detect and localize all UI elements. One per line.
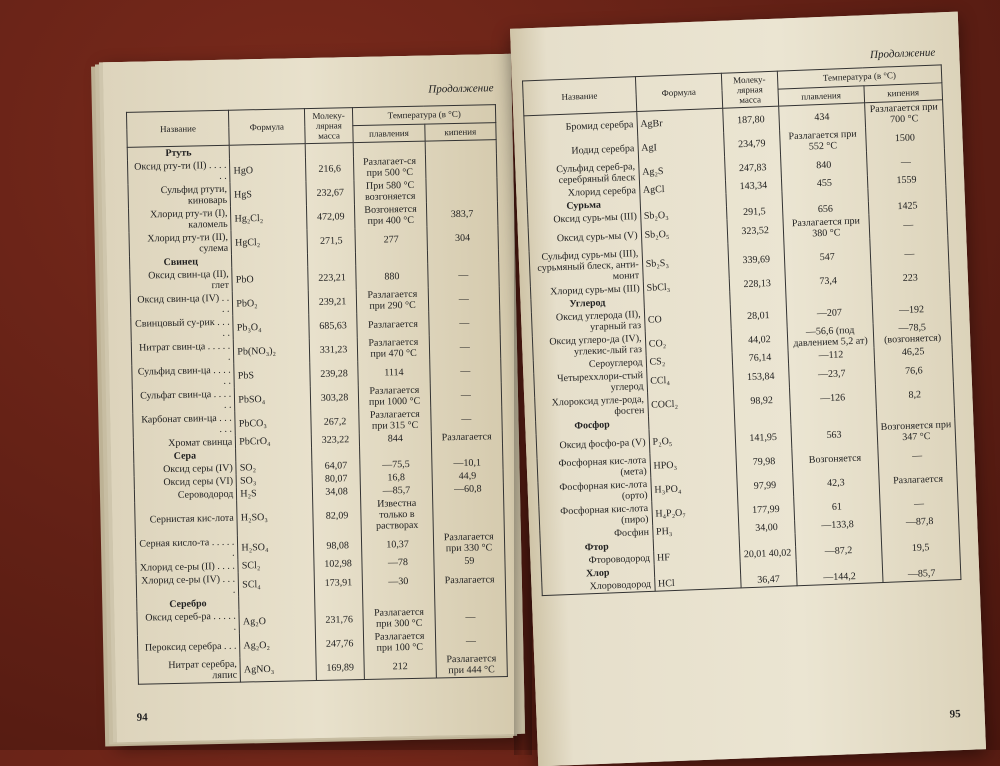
cell-formula: PbO₂ <box>233 290 309 316</box>
cell-mass: 247,83 <box>724 155 781 181</box>
cell-boil: 304 <box>427 225 499 250</box>
col-header-boiling: кипения <box>864 82 943 102</box>
cell-boil: — <box>428 286 500 311</box>
cell-melt: Разлагается при 1000 °С <box>359 384 431 409</box>
cell-name: Оксид сурь-мы (III) <box>528 210 641 227</box>
cell-name: Сульфид ртути, киноварь <box>128 183 231 209</box>
cell-melt: 42,3 <box>792 469 879 496</box>
cell-mass: 76,14 <box>732 350 788 365</box>
cell-formula: AgI <box>637 133 724 160</box>
group-heading: Углерод <box>531 295 644 312</box>
cell-boil: Разлагается при 330 °С <box>433 530 505 555</box>
cell-formula: COCl₂ <box>647 390 734 417</box>
cell-formula: PbCO₃ <box>235 410 311 436</box>
cell-formula: Pb₃O₄ <box>233 314 309 340</box>
col-header-boiling: кипения <box>424 122 496 141</box>
cell-name: Сульфид свин-ца . . . . . . <box>132 364 235 390</box>
cell-boil: 76,6 <box>874 357 953 384</box>
cell-formula: Ag₂S <box>638 157 725 184</box>
cell-mass: 44,02 <box>731 326 788 352</box>
cell-melt: 547 <box>784 238 872 276</box>
col-header-formula: Формула <box>229 109 305 146</box>
cell-melt: —78 <box>362 556 434 570</box>
cell-melt: 212 <box>364 654 436 680</box>
cell-melt: 455 <box>781 175 868 191</box>
group-heading: Ртуть <box>127 145 230 161</box>
group-heading: Серебро <box>137 597 240 612</box>
cell-name: Свинцовый су-рик . . . . . <box>131 316 234 342</box>
cell-boil: —192 <box>872 296 951 323</box>
cell-melt: Разлагается при 290 °С <box>357 288 429 313</box>
cell-mass: 169,89 <box>316 655 365 681</box>
cell-formula: PbO <box>232 266 308 292</box>
cell-melt: Разлагает-ся при 500 °С <box>354 155 426 180</box>
cell-boil: — <box>866 148 945 175</box>
cell-name: Бромид серебра <box>524 112 637 141</box>
cell-boil <box>425 153 497 178</box>
cell-mass: 80,07 <box>312 472 361 486</box>
left-page <box>103 54 525 742</box>
cell-boil: 223 <box>871 270 950 286</box>
cell-mass: 685,63 <box>309 313 358 338</box>
cell-name: Оксид углеро-да (IV), углекис-лый газ <box>532 332 645 360</box>
cell-formula: PbS <box>234 362 310 388</box>
col-header-mass: Молеку-лярная масса <box>721 71 778 108</box>
cell-formula: Sb₂O₅ <box>641 220 728 247</box>
cell-name: Иодид серебра <box>525 136 638 164</box>
cell-boil: —78,5 (возгоняется) <box>873 320 952 347</box>
cell-boil: 8,2 <box>875 381 954 408</box>
cell-mass: 223,21 <box>308 265 357 290</box>
cell-melt: Возгоняется <box>791 445 878 472</box>
cell-boil: 383,7 <box>426 201 498 226</box>
continuation-label-left: Продолжение <box>428 82 494 96</box>
cell-melt: 73,4 <box>785 273 872 289</box>
cell-name: Хромат свинца <box>133 436 236 451</box>
cell-boil: —87,8 <box>880 514 959 530</box>
cell-melt: 16,8 <box>360 471 432 485</box>
cell-melt: Разлагается при 470 °С <box>358 336 430 361</box>
cell-formula: Sb₂O₃ <box>640 207 727 223</box>
cell-melt: —87,2 <box>795 543 882 559</box>
cell-melt: Разлагается при 100 °С <box>364 630 436 655</box>
group-heading: Сера <box>134 449 237 464</box>
cell-boil: — <box>429 334 501 359</box>
cell-formula: SO₃ <box>236 473 312 488</box>
cell-formula: Pb(NO₃)₂ <box>234 338 310 364</box>
cell-formula: Hg₂Cl₂ <box>231 205 307 231</box>
cell-formula: H₄P₂O₇ <box>651 498 738 525</box>
cell-melt: 840 <box>780 151 867 178</box>
cell-name: Оксид углерода (II), угарный газ <box>531 308 644 336</box>
cell-name: Фосфорная кис-лота (орто) <box>538 478 651 506</box>
cell-formula: HgCl₂ <box>231 229 307 255</box>
cell-name: Сероуглерод <box>533 356 646 373</box>
cell-name: Четыреххлори-стый углерод <box>534 369 647 397</box>
cell-boil: — <box>435 628 507 653</box>
cell-formula: SCl₂ <box>238 558 314 573</box>
cell-mass: 239,28 <box>310 361 359 386</box>
cell-name: Сульфид сурь-мы (III), сурьмяный блеск, анти-монит <box>529 247 643 286</box>
cell-name: Оксид сурь-мы (V) <box>528 223 641 251</box>
cell-formula: AgNO₃ <box>240 656 316 682</box>
cell-mass: 79,98 <box>736 448 793 474</box>
cell-formula: AgBr <box>636 108 723 136</box>
col-header-melting: плавления <box>353 124 425 143</box>
group-heading: Свинец <box>130 255 233 270</box>
group-heading: Фосфор <box>536 417 649 434</box>
cell-name: Оксид фосфо-ра (V) <box>536 430 649 458</box>
cell-name: Сульфат свин-ца . . . . . . <box>132 388 235 414</box>
cell-boil: Разлагается при 700 °С <box>864 100 943 127</box>
cell-name: Оксид серы (IV) <box>134 462 237 477</box>
cell-mass: 141,95 <box>735 424 792 450</box>
cell-formula: Ag₂O₂ <box>240 632 316 658</box>
col-header-formula: Формула <box>635 73 723 111</box>
cell-mass: 82,09 <box>312 498 361 534</box>
open-book <box>78 10 978 750</box>
empty-cell <box>311 446 360 460</box>
cell-mass: 267,2 <box>311 409 360 434</box>
cell-mass: 231,76 <box>315 607 364 632</box>
cell-melt: Разлагается <box>357 312 429 337</box>
cell-boil <box>426 177 498 202</box>
cell-name: Нитрат серебра, ляпис <box>138 658 241 685</box>
cell-formula: P₂O₅ <box>649 427 736 454</box>
cell-name: Хлорид се-ры (II) . . . . <box>136 560 239 575</box>
compounds-table-right <box>522 64 961 596</box>
cell-melt: Возгоняется при 400 °С <box>355 203 427 228</box>
cell-name: Хлорид серебра <box>527 184 640 201</box>
cell-formula: HPO₃ <box>650 451 737 478</box>
cell-name: Хлорид сурь-мы (III) <box>530 282 643 299</box>
cell-formula: H₂SO₄ <box>238 534 314 560</box>
cell-mass: 239,21 <box>308 289 357 314</box>
cell-boil: —60,8 <box>432 482 504 496</box>
cell-melt: 844 <box>360 432 432 446</box>
cell-melt: —30 <box>362 569 434 594</box>
cell-mass: 173,91 <box>314 570 363 595</box>
cell-formula: PbCrO₄ <box>236 434 312 449</box>
cell-melt: Разлагается при 300 °С <box>363 606 435 631</box>
cell-boil: — <box>428 310 500 335</box>
cell-name: Хлороксид угле-рода, фосген <box>535 393 648 421</box>
group-heading: Фтор <box>540 539 653 556</box>
cell-mass: 247,76 <box>315 631 364 656</box>
cell-name: Серная кисло-та . . . . . . <box>135 536 238 562</box>
cell-boil: — <box>878 442 957 469</box>
cell-mass: 102,98 <box>314 557 363 571</box>
cell-boil: 44,9 <box>432 469 504 483</box>
cell-boil: — <box>430 382 502 407</box>
group-heading: Сурьма <box>527 197 640 214</box>
cell-boil: — <box>870 235 949 273</box>
cell-mass: 20,01 40,02 <box>739 546 795 561</box>
cell-melt: 61 <box>793 493 880 520</box>
cell-formula: HgS <box>230 181 306 207</box>
cell-name: Фосфорная кис-лота (мета) <box>537 454 650 482</box>
cell-boil: Разлагается <box>434 567 506 592</box>
cell-boil: 19,5 <box>881 540 960 556</box>
cell-mass: 323,52 <box>727 218 784 244</box>
cell-melt: —144,2 <box>796 569 883 586</box>
cell-boil: — <box>435 604 507 629</box>
cell-boil: 59 <box>433 554 505 568</box>
cell-name: Хлороводород <box>542 578 655 596</box>
cell-mass: 153,84 <box>732 363 789 389</box>
table-body-right <box>524 100 961 596</box>
cell-boil: 1425 <box>868 198 947 214</box>
cell-boil: — <box>429 358 501 383</box>
cell-melt: При 580 °С возгоняется <box>354 179 426 204</box>
cell-name: Оксид серы (VI) <box>134 475 237 490</box>
cell-formula: CO <box>644 305 731 332</box>
cell-mass: 143,34 <box>725 179 781 194</box>
cell-formula: H₂SO₃ <box>237 499 313 536</box>
cell-melt: —207 <box>786 299 873 326</box>
cell-melt: 563 <box>791 421 878 448</box>
cell-mass: 28,01 <box>730 302 787 328</box>
cell-boil: — <box>430 406 502 431</box>
cell-name: Нитрат свин-ца . . . . . . <box>131 340 234 366</box>
col-header-melting: плавления <box>778 85 865 106</box>
cell-mass: 303,28 <box>310 385 359 410</box>
cell-boil: —10,1 <box>431 456 503 470</box>
cell-mass: 472,09 <box>306 204 355 229</box>
cell-formula: SO₂ <box>236 460 312 475</box>
cell-formula: Ag₂O <box>239 608 315 634</box>
cell-formula: PH₃ <box>652 522 739 538</box>
continuation-label-right: Продолжение <box>869 46 936 62</box>
cell-mass: 34,00 <box>738 520 794 535</box>
cell-boil: Разлагается <box>879 466 958 493</box>
cell-boil: Возгоняется при 347 °С <box>877 418 956 445</box>
cell-melt: Разлагается при 380 °С <box>783 214 870 241</box>
cell-mass: 177,99 <box>738 496 795 522</box>
cell-formula: SbCl₃ <box>643 279 730 295</box>
cell-formula: SCl₄ <box>238 571 314 597</box>
cell-name: Оксид сереб-ра . . . . . . <box>137 610 240 636</box>
col-header-name: Название <box>523 77 637 116</box>
cell-mass: 323,22 <box>311 433 360 447</box>
cell-melt: —23,7 <box>788 360 875 387</box>
cell-melt: —133,8 <box>794 517 881 533</box>
cell-formula: HgO <box>230 157 306 183</box>
cell-boil: — <box>869 211 948 238</box>
cell-boil: Разлагается <box>431 430 503 444</box>
cell-melt: 1114 <box>358 360 430 385</box>
cell-formula: H₂S <box>237 486 313 501</box>
cell-melt: Известна только в растворах <box>361 497 433 533</box>
cell-name: Сернистая кис-лота <box>135 501 238 538</box>
right-page <box>510 12 986 766</box>
cell-melt: 277 <box>355 227 427 252</box>
cell-name: Фосфин <box>540 526 653 543</box>
cell-mass: 187,80 <box>723 106 780 133</box>
cell-name: Пероксид серебра . . . <box>137 634 240 660</box>
col-header-temperature: Температура (в °С) <box>777 65 942 89</box>
cell-mass: 216,6 <box>305 156 354 181</box>
cell-name: Хлорид рту-ти (I), каломель <box>128 207 231 233</box>
page-number-left: 94 <box>136 711 148 724</box>
cell-mass: 291,5 <box>726 205 782 220</box>
cell-mass: 97,99 <box>737 472 794 498</box>
cell-melt: Разлагается при 552 °С <box>779 127 866 154</box>
cell-melt: 434 <box>778 103 865 131</box>
cell-boil <box>432 495 504 531</box>
col-header-name: Название <box>126 110 229 147</box>
cell-mass: 36,47 <box>740 572 796 588</box>
cell-mass: 228,13 <box>729 277 785 292</box>
cell-boil: 46,25 <box>874 344 953 360</box>
cell-formula: Sb₂S₃ <box>642 244 730 282</box>
cell-name: Карбонат свин-ца . . . . . . <box>133 412 236 438</box>
cell-mass: 232,67 <box>306 180 355 205</box>
cell-formula: HF <box>653 548 740 564</box>
cell-mass: 331,23 <box>309 337 358 362</box>
cell-name: Оксид рту-ти (II) . . . . . . <box>127 159 230 185</box>
cell-mass: 271,5 <box>307 228 356 253</box>
empty-cell <box>314 594 363 608</box>
cell-formula: AgCl <box>639 181 726 197</box>
empty-cell <box>307 252 356 266</box>
cell-boil: 1500 <box>865 124 944 151</box>
cell-name: Оксид свин-ца (IV) . . . . <box>130 292 233 318</box>
col-header-temperature: Температура (в °С) <box>353 105 496 125</box>
cell-formula: CS₂ <box>646 353 733 369</box>
cell-melt: 10,37 <box>362 532 434 557</box>
cell-formula: CO₂ <box>645 329 732 356</box>
cell-formula: PbSO₄ <box>235 386 311 412</box>
cell-name: Фтороводород <box>541 552 654 569</box>
cell-melt: 880 <box>356 264 428 289</box>
cell-melt: —85,7 <box>361 484 433 498</box>
cell-name: Хлорид рту-ти (II), сулема <box>129 231 232 257</box>
cell-melt: —75,5 <box>360 458 432 472</box>
cell-boil: —85,7 <box>882 566 961 582</box>
cell-name: Сульфид сереб-ра, серебряный блеск <box>526 160 639 188</box>
empty-cell <box>305 143 354 158</box>
cell-boil: Разлагается при 444 °С <box>436 652 508 678</box>
table-body-left <box>127 140 507 685</box>
cell-mass: 234,79 <box>723 131 780 157</box>
cell-melt: —126 <box>789 384 876 411</box>
cell-melt: —56,6 (под давлением 5,2 ат) <box>787 323 874 350</box>
group-heading: Хлор <box>541 565 654 582</box>
cell-name: Оксид свин-ца (II), глет <box>130 268 233 294</box>
cell-boil: 1559 <box>867 172 946 188</box>
cell-name: Фосфорная кис-лота (пиро) <box>539 502 652 530</box>
cell-mass: 34,08 <box>312 485 361 499</box>
cell-melt: Разлагается при 315 °С <box>359 408 431 433</box>
cell-mass: 64,07 <box>312 459 361 473</box>
compounds-table-left <box>126 104 508 685</box>
cell-melt: —112 <box>788 347 875 363</box>
cell-mass: 339,69 <box>728 242 785 279</box>
cell-melt: 656 <box>782 201 869 217</box>
cell-name: Сероводород <box>134 488 237 503</box>
page-number-right: 95 <box>949 708 961 721</box>
cell-boil: — <box>879 490 958 517</box>
cell-boil: — <box>427 262 499 287</box>
cell-formula: CCl₄ <box>646 366 733 393</box>
cell-formula: H₃PO₄ <box>650 474 737 501</box>
cell-formula: HCl <box>654 574 741 591</box>
cell-mass: 98,08 <box>313 533 362 558</box>
col-header-mass: Молеку-лярная масса <box>304 108 353 144</box>
cell-name: Хлорид се-ры (IV) . . . . <box>136 573 239 599</box>
cell-mass: 98,92 <box>733 387 790 413</box>
